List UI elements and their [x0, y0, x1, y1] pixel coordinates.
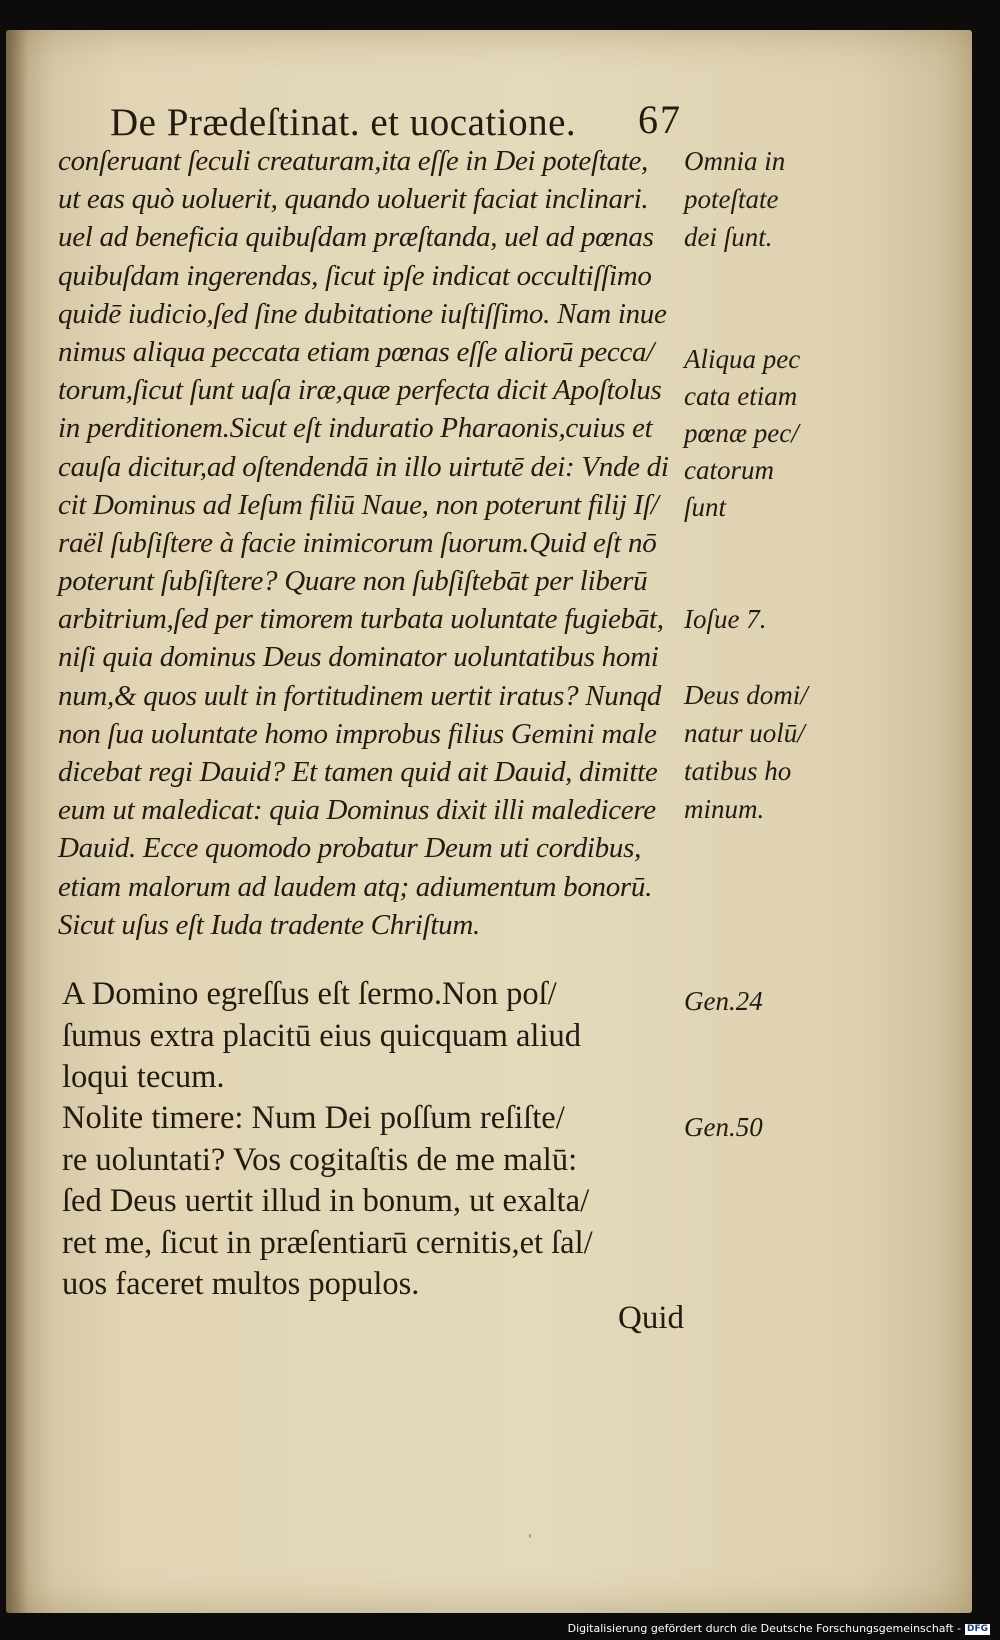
- digitization-credit: [564, 1622, 994, 1636]
- text-line: quidē iudicio,ſed ſine dubitatione iuſtiſſimo. Nam inue: [58, 297, 667, 330]
- quotation-genesis-50: [62, 1098, 702, 1306]
- page-number: 67: [638, 97, 682, 142]
- running-title: De Prædeſtinat. et uocatione.: [110, 101, 577, 144]
- text-line: torum,ſicut ſunt uaſa iræ,quæ perfecta dicit Apoſtolus: [58, 374, 662, 407]
- text-line: uel ad beneficia quibuſdam præſtanda, uel ad pœnas: [58, 221, 654, 254]
- text-line: Sicut uſus eſt Iuda tradente Chriſtum.: [58, 908, 480, 941]
- marginal-line: cata etiam: [684, 381, 798, 411]
- text-line: raël ſubſiſtere à facie inimicorum ſuorum.Quid eſt nō: [58, 526, 657, 559]
- quote-line: A Domino egreſſus eſt ſermo.Non poſ/: [62, 976, 557, 1012]
- book-page: [6, 30, 972, 1613]
- text-line: Dauid. Ecce quomodo probatur Deum uti cordibus,: [58, 832, 642, 865]
- marginal-note: [684, 1108, 834, 1146]
- quote-line: ret me, ſicut in præſentiarū cernitis,et ſal/: [62, 1224, 593, 1261]
- ink-speck: ˌ: [528, 1524, 532, 1540]
- quote-line: loqui tecum.: [62, 1059, 225, 1095]
- quote-line: ſed Deus uertit illud in bonum, ut exalta/: [62, 1183, 590, 1219]
- text-line: etiam malorum ad laudem atq; adiumentum bonorū.: [58, 870, 653, 903]
- text-line: eum ut maledicat: quia Dominus dixit illi maledicere: [58, 794, 656, 827]
- text-line: non ſua uoluntate homo improbus filius Gemini male: [58, 717, 657, 750]
- dfg-logo: DFG: [966, 1623, 988, 1634]
- text-line: cauſa dicitur,ad oſtendendā in illo uirtutē dei: Vnde di: [58, 450, 669, 483]
- marginal-line: ſunt: [684, 492, 727, 522]
- main-text-block: [58, 142, 698, 944]
- text-line: conſeruant ſeculi creaturam,ita eſſe in Dei poteſtate,: [58, 145, 648, 177]
- text-line: quibuſdam ingerendas, ſicut ipſe indicat occultiſſimo: [58, 259, 652, 292]
- marginal-line: Omnia in: [684, 146, 786, 176]
- marginal-line: Gen.50: [684, 1112, 763, 1142]
- marginal-line: catorum: [684, 455, 774, 485]
- marginal-note: [684, 982, 834, 1020]
- text-line: dicebat regi Dauid? Et tamen quid ait Dauid, dimitte: [58, 756, 658, 788]
- marginal-line: Ioſue 7.: [684, 604, 767, 634]
- text-line: arbitrium,ſed per timorem turbata uoluntate fugiebāt,: [58, 603, 664, 636]
- marginal-note: [684, 676, 834, 828]
- marginal-note: [684, 600, 834, 638]
- text-line: nimus aliqua peccata etiam pœnas eſſe aliorū pecca/: [58, 335, 655, 368]
- quote-line: uos faceret multos populos.: [62, 1266, 420, 1302]
- marginal-line: natur uolū/: [684, 718, 805, 748]
- marginal-note: [684, 341, 834, 526]
- marginal-line: tatibus ho: [684, 756, 792, 786]
- credit-text: Digitalisierung gefördert durch die Deutsche Forschungsgemeinschaft -: [567, 1622, 961, 1635]
- marginal-line: Aliqua pec: [684, 344, 801, 374]
- text-line: cit Dominus ad Ieſum filiū Naue, non poterunt filij Iſ/: [58, 488, 659, 521]
- quote-line: ſumus extra placitū eius quicquam aliud: [62, 1017, 581, 1054]
- marginal-line: minum.: [684, 794, 765, 824]
- marginal-line: Gen.24: [684, 986, 763, 1016]
- marginal-line: pœnæ pec/: [684, 418, 799, 448]
- marginal-line: Deus domi/: [684, 680, 808, 710]
- marginal-line: dei ſunt.: [684, 222, 773, 252]
- text-line: poterunt ſubſiſtere? Quare non ſubſiſtebāt per liberū: [58, 565, 648, 598]
- quote-line: Nolite timere: Num Dei poſſum reſiſte/: [62, 1100, 565, 1136]
- quotation-genesis-24: [62, 974, 702, 1099]
- text-line: in perditionem.Sicut eſt induratio Pharaonis,cuius et: [58, 412, 653, 445]
- text-line: ut eas quò uoluerit, quando uoluerit faciat inclinari.: [58, 183, 649, 216]
- quote-line: re uoluntati? Vos cogitaſtis de me malū:: [62, 1141, 578, 1178]
- text-line: niſi quia dominus Deus dominator uoluntatibus homi: [58, 641, 659, 674]
- catchword: Quid: [618, 1300, 684, 1336]
- text-line: num,& quos uult in fortitudinem uertit iratus? Nunqd: [58, 679, 662, 712]
- marginal-line: poteſtate: [684, 184, 779, 214]
- marginal-note: [684, 142, 834, 256]
